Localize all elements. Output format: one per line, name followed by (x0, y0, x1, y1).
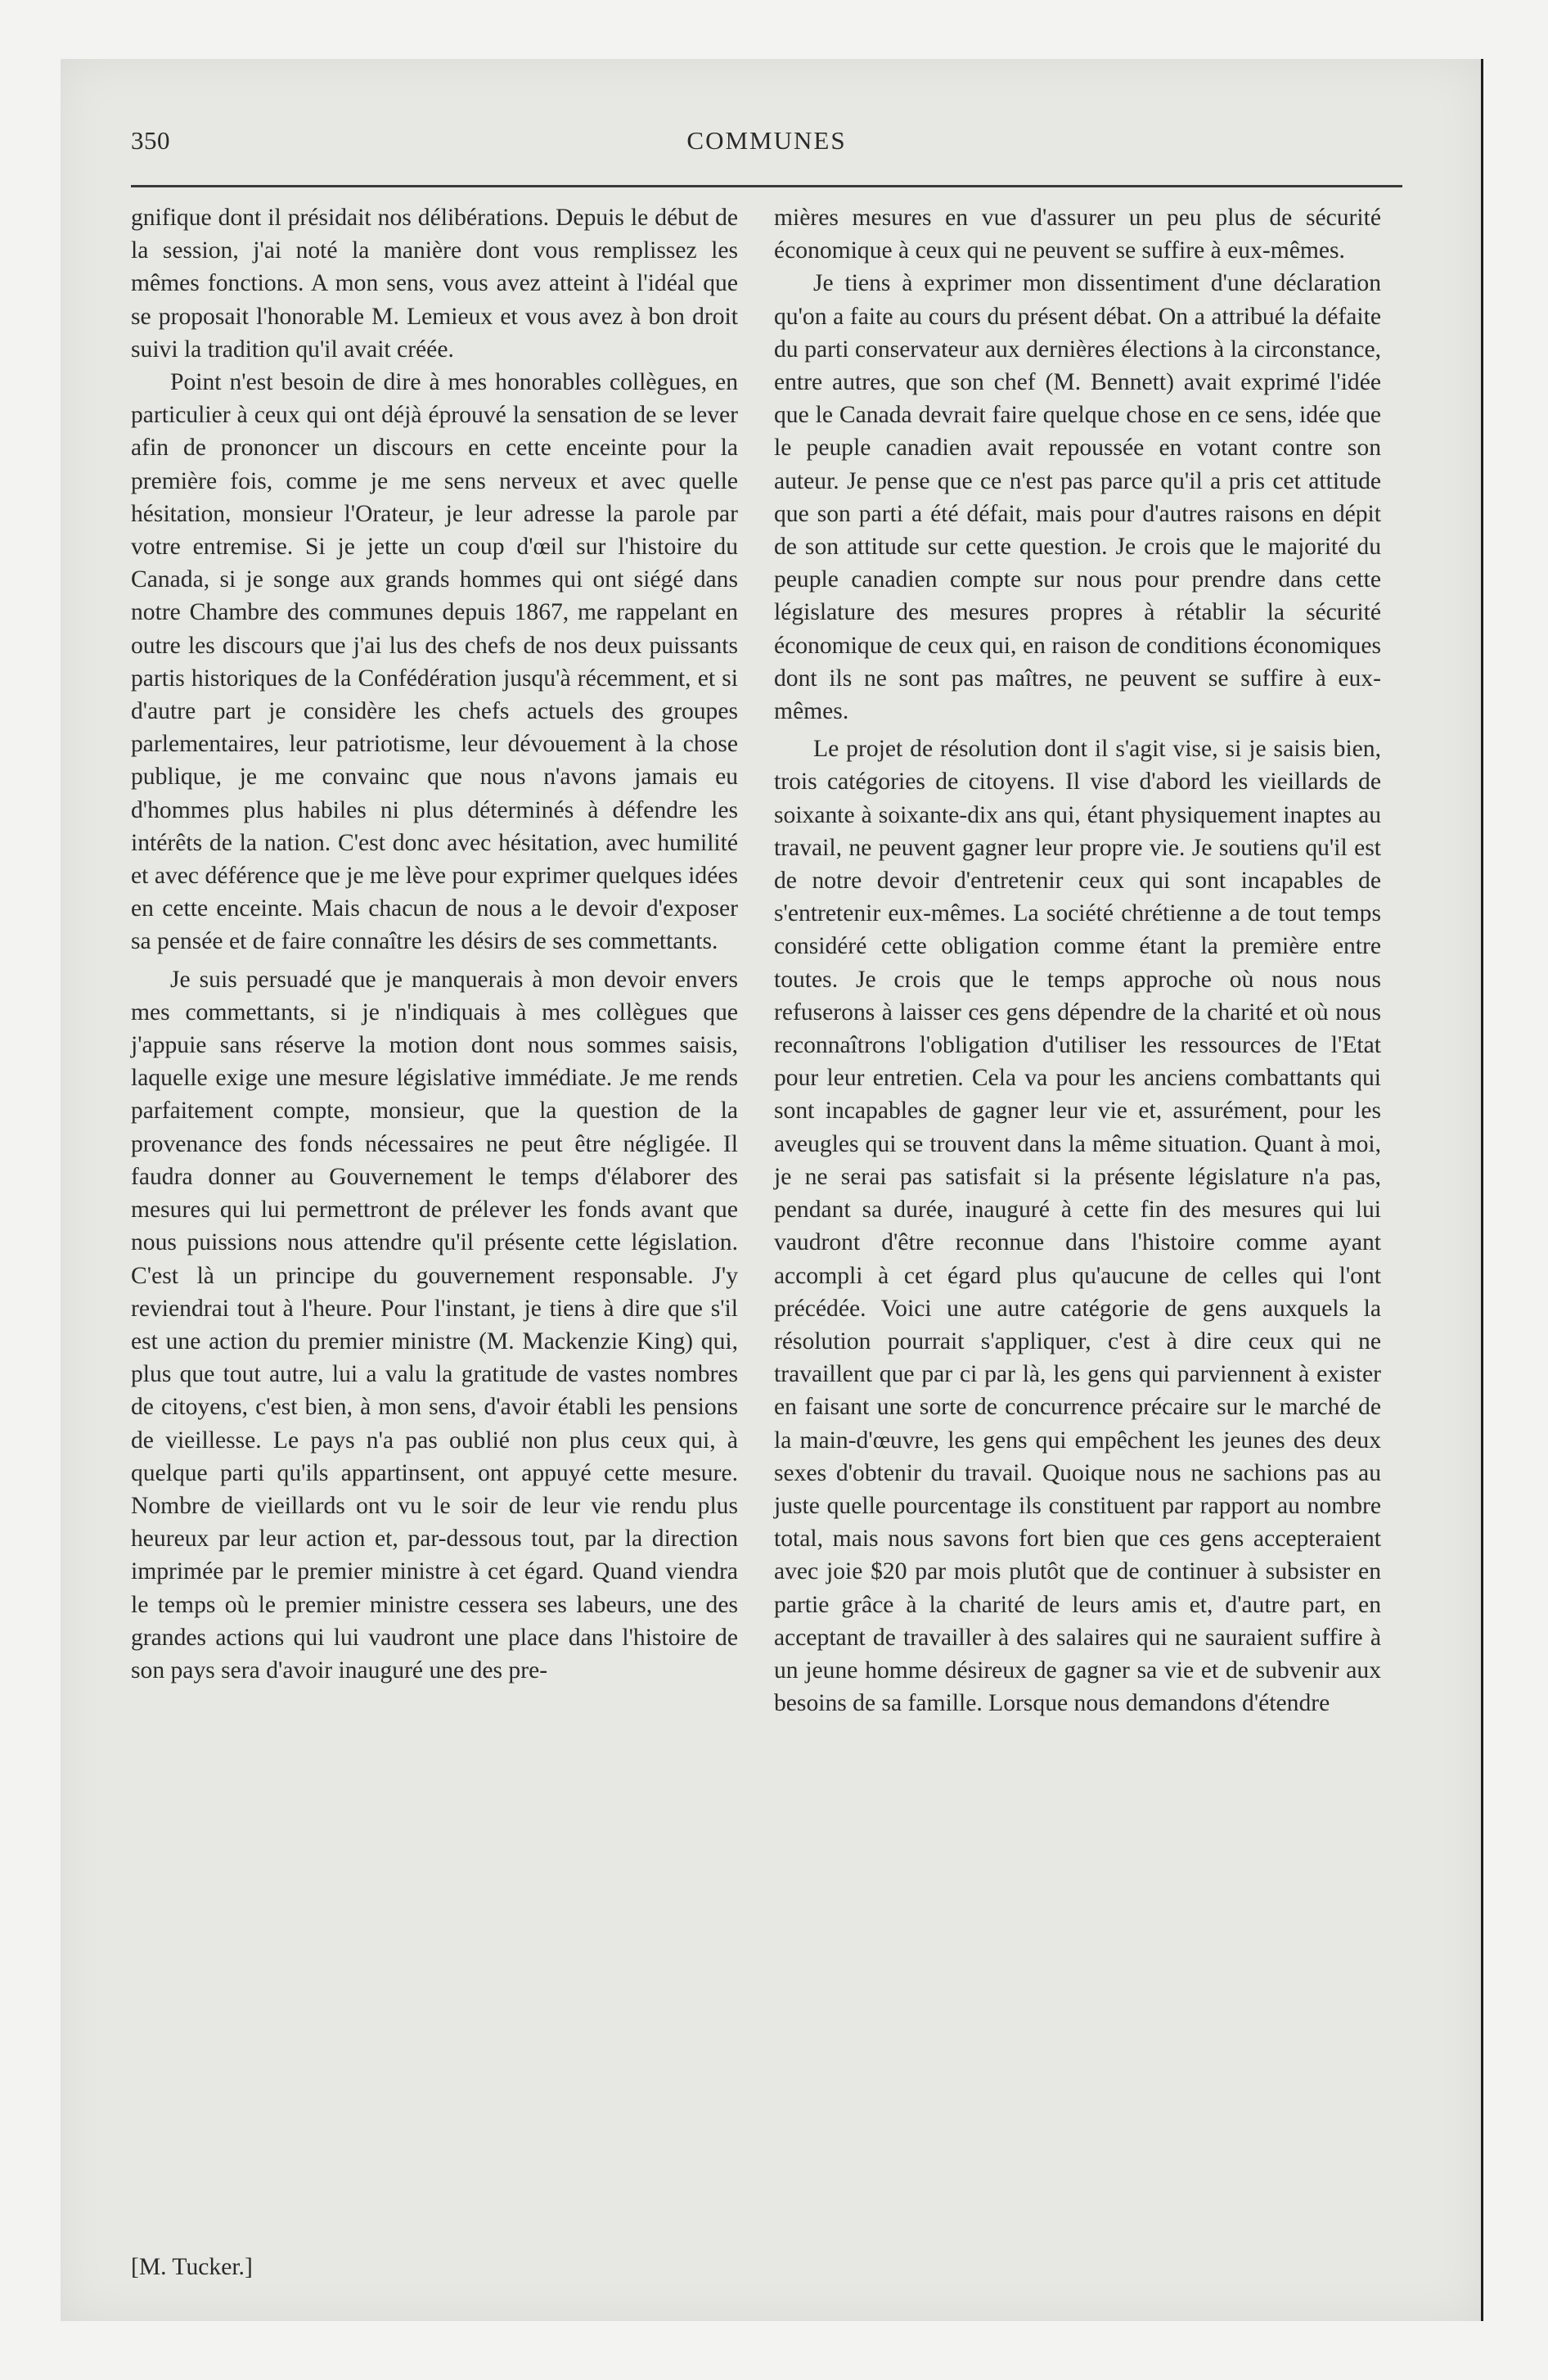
page-header (131, 126, 1402, 169)
paragraph: gnifique dont il présidait nos délibérations. Depuis le début de la session, j'ai noté la manière dont vous remplissez les mêmes fonctions. A mon sens, vous avez atteint à l'idéal que se proposait l'honorable M. Lemieux et vous avez à bon droit suivi la tradition qu'il avait créée. (131, 205, 738, 363)
right-column (774, 201, 1381, 1720)
paragraph: Je suis persuadé que je manquerais à mon devoir envers mes commettants, si je n'indiquais à mes collègues que j'appuie sans réserve la motion dont nous sommes saisis, laquelle exige une mesure législative immédiate. Je me rends parfaitement compte, monsieur, que la question de la provenance des fonds nécessaires ne peut être négligée. Il faudra donner au Gouvernement le temps d'élaborer des mesures qui lui permettront de prélever les fonds avant que nous puissions nous attendre qu'il présente cette législation. C'est là un principe du gouvernement responsable. J'y reviendrai tout à l'heure. Pour l'instant, je tiens à dire que s'il est une action du premier ministre (M. Mackenzie King) qui, plus que tout autre, lui a valu la gratitude de vastes nombres de citoyens, c'est bien, à mon sens, d'avoir établi les pensions de vieillesse. Le pays n'a pas oublié non plus ceux qui, à quelque parti qu'ils appartinsent, ont appuyé cette mesure. Nombre de vieillards ont vu le soir de leur vie rendu plus heureux par leur action et, par-dessous tout, par la direction imprimée par le premier ministre à cet égard. Quand viendra le temps où le premier ministre cessera ses labeurs, une des grandes actions qui lui vaudront une place dans l'histoire de son pays sera d'avoir inauguré une des pre- (131, 966, 738, 1684)
paragraph: Le projet de résolution dont il s'agit vise, si je saisis bien, trois catégories de citoyens. Il vise d'abord les vieillards de soixante à soixante-dix ans qui, étant physiquement inaptes au travail, ne peuvent gagner leur propre vie. Je soutiens qu'il est de notre devoir d'entretenir ceux qui sont incapables de s'entretenir eux-mêmes. La société chrétienne a de tout temps considéré cette obligation comme étant la première entre toutes. Je crois que le temps approche où nous nous refuserons à laisser ces gens dépendre de la charité et où nous reconnaîtrons l'obligation d'utiliser les ressources de l'Etat pour leur entretien. Cela va pour les anciens combattants qui sont incapables de gagner leur vie et, assurément, pour les aveugles qui se trouvent dans la même situation. Quant à moi, je ne serai pas satisfait si la présente législature n'a pas, pendant sa durée, inauguré à cette fin des mesures qui lui vaudront d'être reconnue dans l'histoire comme ayant accompli à cet égard plus qu'aucune de celles qui l'ont précédée. Voici une autre catégorie de gens auxquels la résolution pourrait s'appliquer, c'est à dire ceux qui ne travaillent que par ci par là, les gens qui parviennent à exister en faisant une sorte de concurrence précaire sur le marché de la main-d'œuvre, les gens qui empêchent les jeunes des deux sexes d'obtenir du travail. Quoique nous ne sachions pas au juste quelle pourcentage ils constituent par rapport au nombre total, mais nous savons fort bien que ces gens accepteraient avec joie $20 par mois plutôt que de continuer à subsister en partie grâce à la charité de leurs amis et, d'autre part, en acceptant de travailler à des salaires qui ne sauraient suffire à un jeune homme désireux de gagner sa vie et de subvenir aux besoins de sa famille. Lorsque nous demandons d'étendre (774, 736, 1381, 1717)
paragraph: mières mesures en vue d'assurer un peu plus de sécurité économique à ceux qui ne peuvent se suffire à eux-mêmes. (774, 205, 1381, 264)
page-number: 350 (131, 126, 170, 155)
speaker-attribution: [M. Tucker.] (131, 2254, 253, 2280)
paragraph: Je tiens à exprimer mon dissentiment d'une déclaration qu'on a faite au cours du présent débat. On a attribué la défaite du parti conservateur aux dernières élections à la circonstance, entre autres, que son chef (M. Bennett) avait exprimé l'idée que le Canada devrait faire quelque chose en ce sens, idée que le peuple canadien avait repoussée en votant contre son auteur. Je pense que ce n'est pas parce qu'il a pris cet attitude que son parti a été défait, mais pour d'autres raisons en dépit de son attitude sur cette question. Je crois que le majorité du peuple canadien compte sur nous pour prendre dans cette législature des mesures propres à rétablir la sécurité économique de ceux qui, en raison de conditions économiques dont ils ne sont pas maîtres, ne peuvent se suffire à eux-mêmes. (774, 270, 1381, 725)
left-column (131, 201, 738, 1687)
paragraph: Point n'est besoin de dire à mes honorables collègues, en particulier à ceux qui ont déjà éprouvé la sensation de se lever afin de prononcer un discours en cette enceinte pour la première fois, comme je me sens nerveux et avec quelle hésitation, monsieur l'Orateur, je leur adresse la parole par votre entremise. Si je jette un coup d'œil sur l'histoire du Canada, si je songe aux grands hommes qui ont siégé dans notre Chambre des communes depuis 1867, me rappelant en outre les discours que j'ai lus des chefs de nos deux puissants partis historiques de la Confédération jusqu'à récemment, et si d'autre part je considère les chefs actuels des groupes parlementaires, leur patriotisme, leur dévouement à la chose publique, je me convainc que nous n'avons jamais eu d'hommes plus habiles ni plus déterminés à défendre les intérêts de la nation. C'est donc avec hésitation, avec humilité et avec déférence que je me lève pour exprimer quelques idées en cette enceinte. Mais chacun de nous a le devoir d'exposer sa pensée et de faire connaître les désirs de ses commettants. (131, 369, 738, 955)
running-head: COMMUNES (686, 126, 847, 155)
header-rule (131, 185, 1402, 187)
